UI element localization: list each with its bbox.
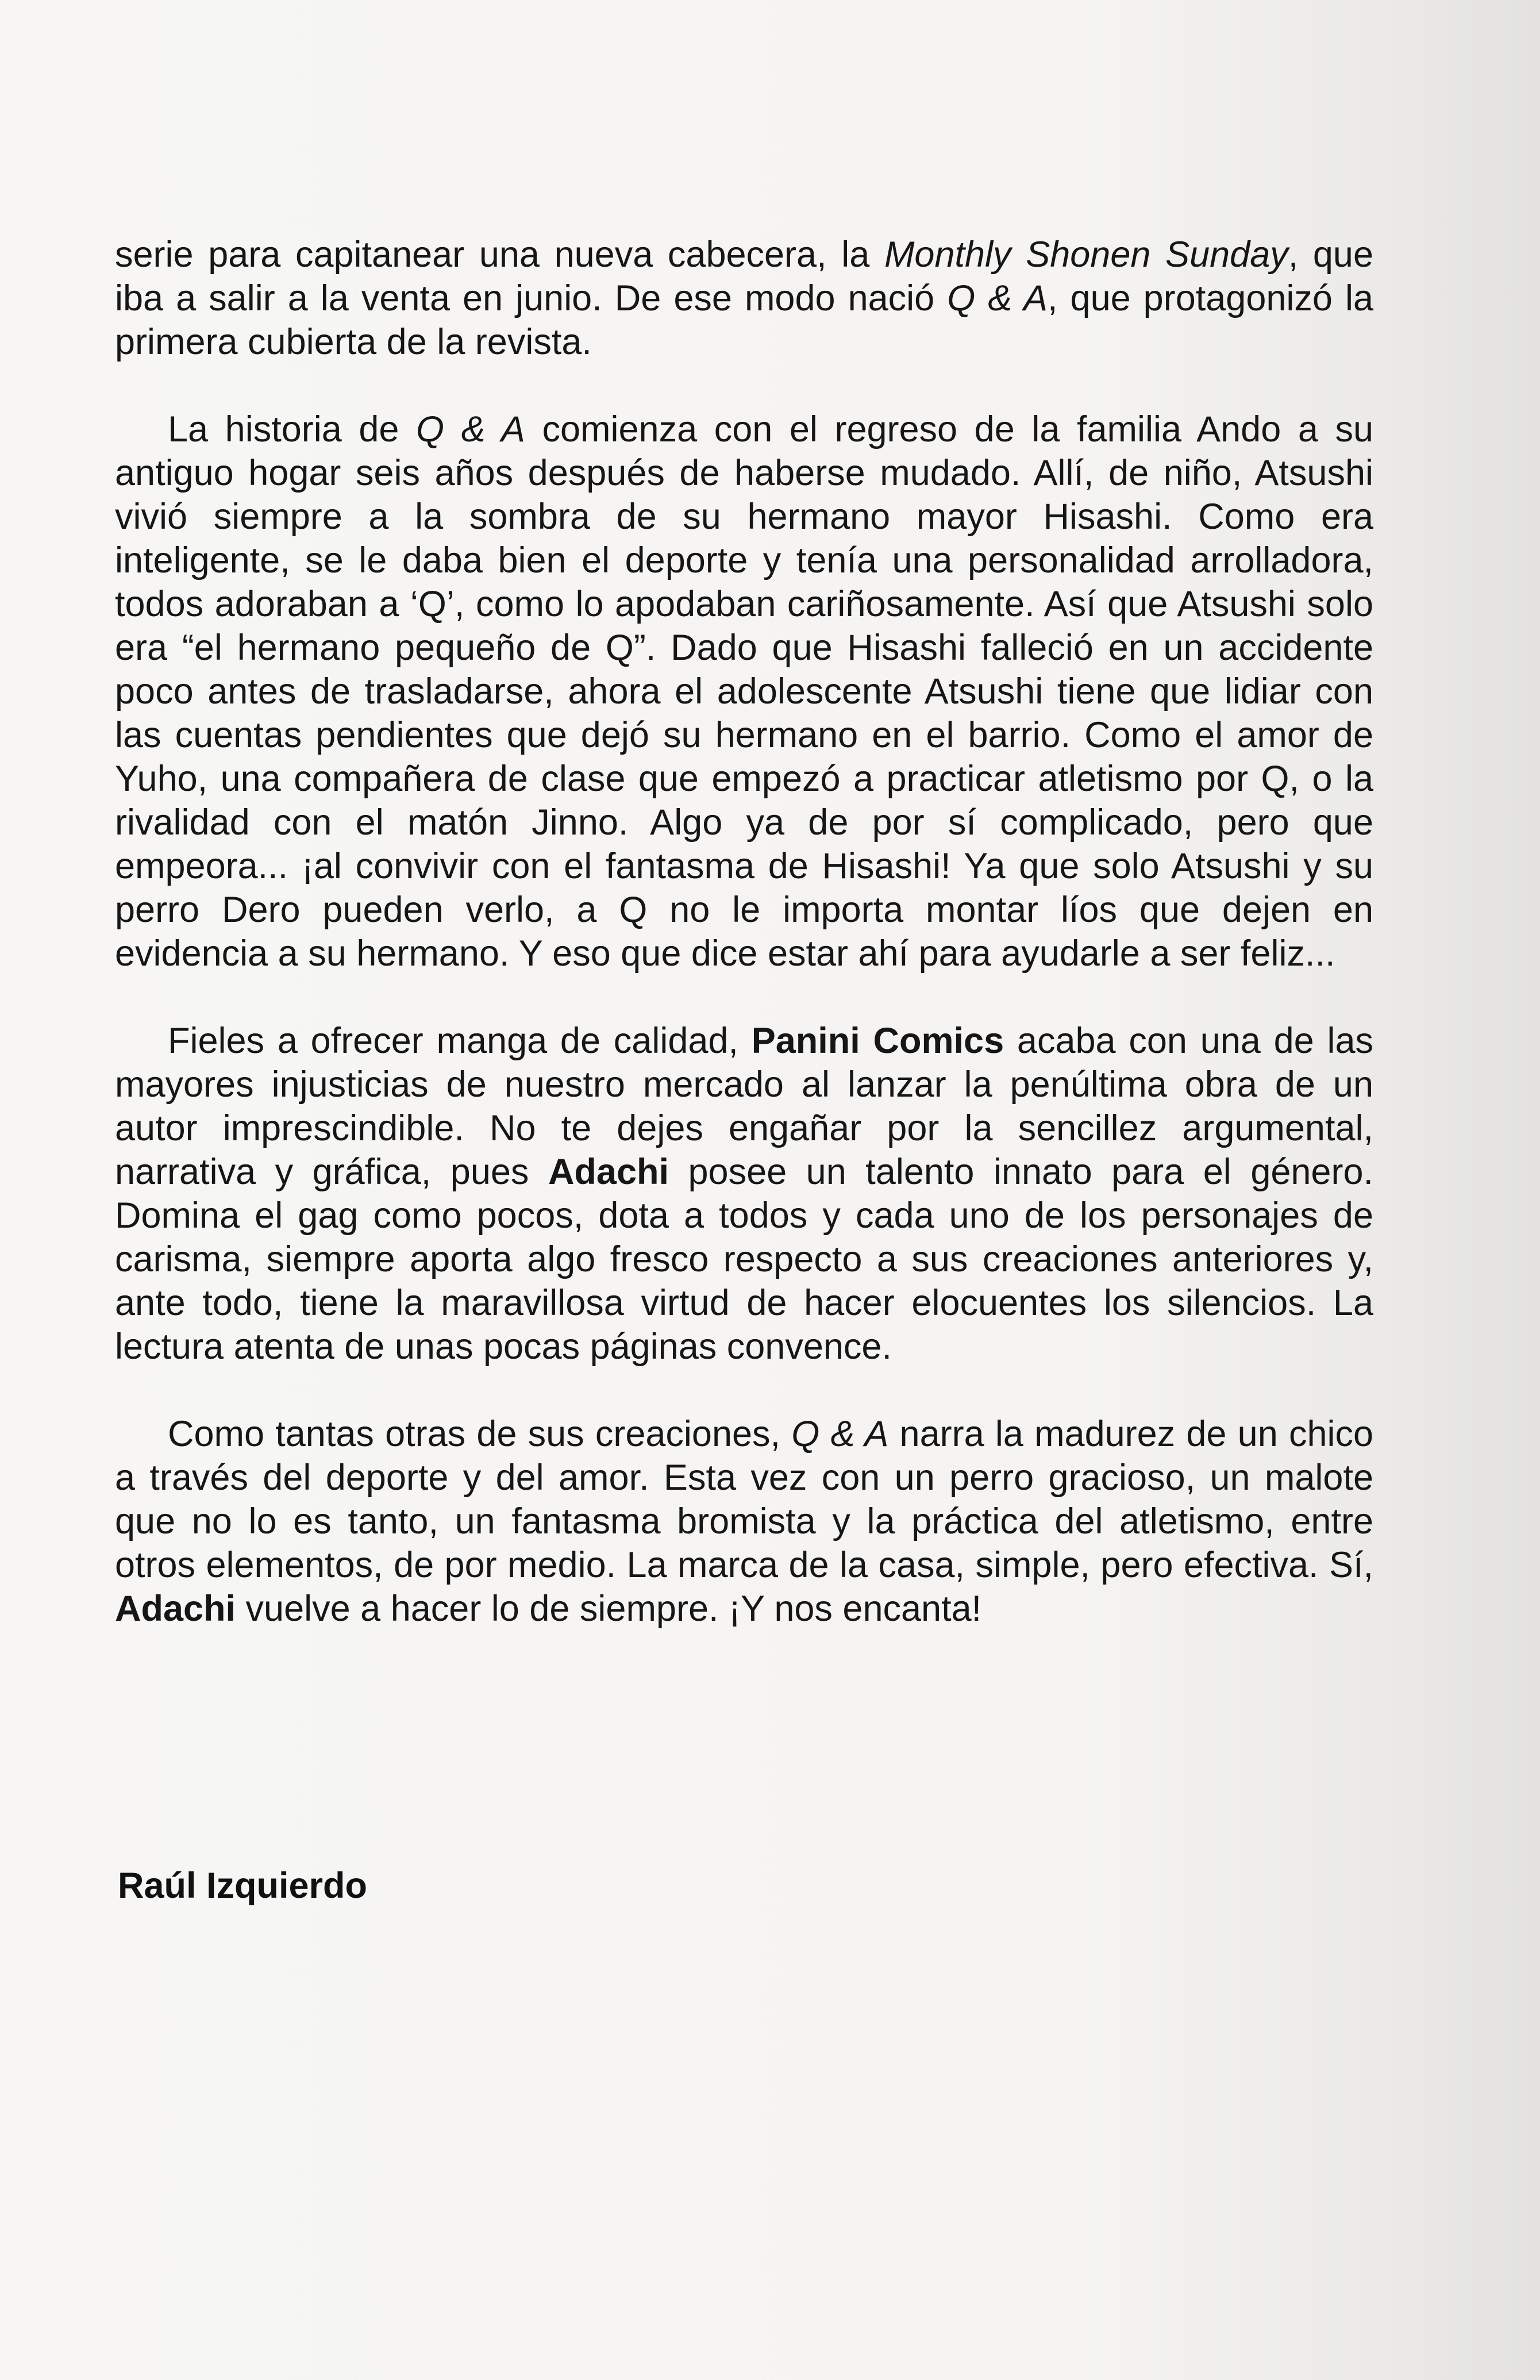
- paragraph-2: La historia de Q & A comienza con el regreso de la familia Ando a su antiguo hogar seis años después de haberse mudado. Allí, de niño, Atsushi vivió siempre a la sombra de su hermano mayor Hisashi. Como era inteligente, se le daba bien el deporte y tenía una personalidad arrolladora, todos adoraban a ‘Q’, como lo apodaban cariñosamente. Así que Atsushi solo era “el hermano pequeño de Q”. Dado que Hisashi falleció en un accidente poco antes de trasladarse, ahora el adolescente Atsushi tiene que lidiar con las cuentas pendientes que dejó su hermano en el barrio. Como el amor de Yuho, una compañera de clase que empezó a practicar atletismo por Q, o la rivalidad con el matón Jinno. Algo ya de por sí complicado, pero que empeora... ¡al convivir con el fantasma de Hisashi! Ya que solo Atsushi y su perro Dero pueden verlo, a Q no le importa montar líos que dejen en evidencia a su hermano. Y eso que dice estar ahí para ayudarle a ser feliz...: [115, 409, 1373, 974]
- publisher-name: Panini Comics: [751, 1021, 1004, 1061]
- work-title: Q & A: [416, 409, 525, 449]
- paragraph-4: Como tantas otras de sus creaciones, Q & A narra la madurez de un chico a través del deporte y del amor. Esta vez con un perro gracioso, un malote que no lo es tanto, un fantasma bromista y la práctica del atletismo, entre otros elementos, de por medio. La marca de la casa, simple, pero efectiva. Sí, Adachi vuelve a hacer lo de siempre. ¡Y nos encanta!: [115, 1414, 1374, 1629]
- paragraph-3: Fieles a ofrecer manga de calidad, Panini Comics acaba con una de las mayores injusticias de nuestro mercado al lanzar la penúltima obra de un autor imprescindible. No te dejes engañar por la sencillez argumental, narrativa y gráfica, pues Adachi posee un talento innato para el género. Domina el gag como pocos, dota a todos y cada uno de los personajes de carisma, siempre aporta algo fresco respecto a sus creaciones anteriores y, ante todo, tiene la maravillosa virtud de hacer elocuentes los silencios. La lectura atenta de unas pocas páginas convence.: [115, 1021, 1373, 1367]
- signature: Raúl Izquierdo: [118, 1866, 368, 1906]
- paragraph-1: serie para capitanear una nueva cabecera, la Monthly Shonen Sunday, que iba a salir a la venta en junio. De ese modo nació Q & A, que protagonizó la primera cubierta de la revista.: [115, 234, 1374, 362]
- author-name: Adachi: [548, 1152, 669, 1192]
- publication-title: Monthly Shonen Sunday: [884, 234, 1288, 275]
- author-name: Adachi: [115, 1589, 236, 1629]
- work-title: Q & A: [947, 278, 1048, 318]
- work-title: Q & A: [791, 1414, 889, 1454]
- article-body: [115, 233, 1373, 1674]
